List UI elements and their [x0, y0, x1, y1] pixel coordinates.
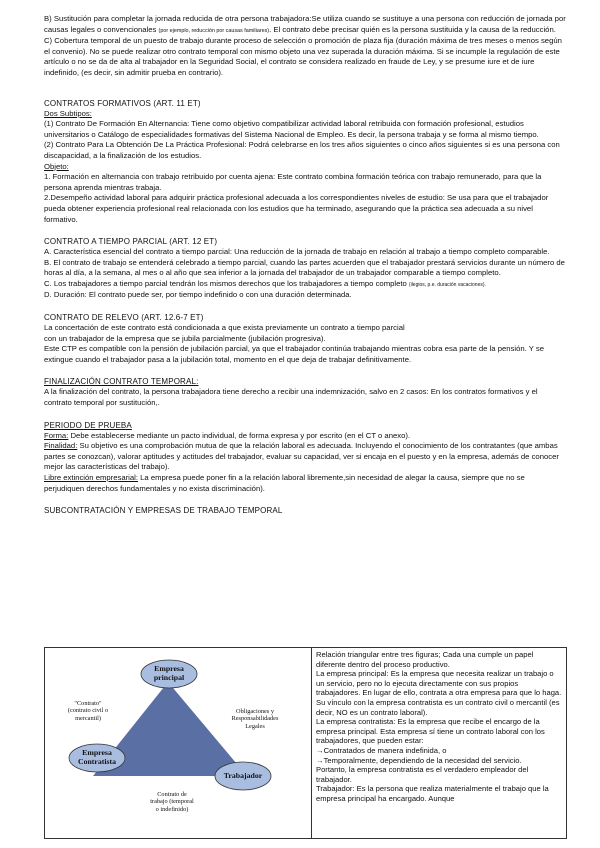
formativos-objeto-1: 1. Formación en alternancia con trabajo retribuido por cuenta ajena: Este contrato combina formación teórica con trabajo remunerado, para que la persona aprenda mientras trabaja.	[44, 172, 542, 192]
document-body	[44, 14, 566, 516]
trabajador-line: Trabajador	[223, 771, 263, 780]
explanation-line-2: La empresa contratista: Es la empresa que recibe el encargo de la empresa principal. Esta empresa sí tiene un contrato laboral con los trabajadores, que pueden estar:	[316, 717, 545, 746]
formativos-objeto-label: Objeto:	[44, 161, 69, 171]
formativos-item-1: (1) Contrato De Formación En Alternancia: Tiene como objetivo compatibilizar actividad laboral retribuida con formación profesional, estudios universitarios o Catálogo de especialidades formativas del Sistema Nacional de Empleo. Es decir, la persona trabaja y se forma al mismo tiempo.	[44, 119, 539, 139]
prueba-forma-label: Forma:	[44, 430, 69, 440]
relevo-p3: Este CTP es compatible con la pensión de jubilación parcial, ya que el trabajador continúa trabajando mientras cobra esa parte de la pensión. Y se extingue cuando el trabajador pasa a la jubilación total, momento en el que deja de trabajar definitivamente.	[44, 344, 544, 364]
explanation-line-1: La empresa principal: Es la empresa que necesita realizar un trabajo o un servicio, pero no lo ejecuta directamente con sus propios trabajadores. En lugar de ello, contrata a otra empresa para que lo haga. Su vínculo con la empresa contratista es un contrato civil o mercantil (es decir, NO es un contrato laboral).	[316, 669, 562, 717]
relevo-p2: con un trabajador de la empresa que se jubila parcialmente (jubilación progresiva).	[44, 333, 326, 343]
formativos-subtipos-label: Dos Subtipos:	[44, 108, 92, 118]
section-b-text: B) Sustitución para completar la jornada reducida de otra persona trabajadora:Se utiliza cuando se sustituye a una persona con reducción de jornada por causas legales o convencionales	[44, 14, 566, 34]
contrato-civil-line-3: mercantil)	[75, 714, 101, 722]
contrato-trabajo-label	[137, 791, 207, 813]
finalizacion-heading: FINALIZACIÓN CONTRATO TEMPORAL:	[44, 377, 199, 387]
subcontratacion-explanation	[312, 648, 566, 838]
explanation-line-3: →Contratados de manera indefinida, o	[316, 745, 447, 755]
explanation-line-0: Relación triangular entre tres figuras; Cada una cumple un papel diferente dentro del proceso productivo.	[316, 650, 534, 669]
explanation-line-6: Trabajador: Es la persona que realiza materialmente el trabajo que la empresa principal ha encargado. Aunque	[316, 784, 549, 803]
empresa-principal-line-2: principal	[153, 672, 185, 682]
prueba-finalidad	[44, 441, 566, 473]
section-b-text-end: . El contrato debe precisar quién es la persona sustituida y la causa de la reducción.	[269, 24, 556, 34]
explanation-line-4: →Temporalmente, dependiendo de la necesidad del servicio.	[316, 755, 522, 765]
obligaciones-label	[213, 708, 297, 730]
parcial-a: A. Característica esencial del contrato a tiempo parcial: Una reducción de la jornada de trabajo en relación al trabajo a tiempo completo comparable.	[44, 247, 550, 257]
trabajador-label	[215, 772, 271, 781]
prueba-forma	[44, 431, 566, 442]
parcial-c-note: (ilegios, p.e. duración vacaciones).	[408, 281, 486, 288]
formativos-heading: CONTRATOS FORMATIVOS (ART. 11 ET)	[44, 98, 201, 108]
empresa-principal-label	[141, 665, 197, 682]
parcial-d: D. Duración: El contrato puede ser, por tiempo indefinido o con una duración determinada.	[44, 290, 352, 300]
contrato-trabajo-line-3: o indefinido)	[155, 805, 189, 813]
subcontratacion-heading: SUBCONTRATACIÓN Y EMPRESAS DE TRABAJO TEMPORAL	[44, 506, 283, 516]
section-b-paragraph	[44, 14, 566, 36]
explanation-line-5: Portanto, la empresa contratista es el verdadero empleador del trabajador.	[316, 765, 529, 784]
prueba-libre-text: La empresa puede poner fin a la relación laboral libremente,sin necesidad de alegar la causa, siempre que no se perjudiquen derechos fundamentales y no exista discriminación).	[44, 473, 525, 493]
formativos-objeto-2: 2.Desempeño actividad laboral para adquirir práctica profesional adecuada a los correspondientes niveles de estudio: Se usa para que el trabajador pueda obtener experiencia profesional real relacionada con los estudios que ha terminado, asegurando que la práctica sea adecuada a su nivel formativo.	[44, 193, 549, 224]
empresa-contratista-line-1: Empresa	[82, 748, 112, 757]
prueba-forma-text: Debe establecerse mediante un pacto individual, de forma expresa y por escrito (en el CT o anexo).	[68, 430, 411, 440]
contrato-civil-line-2: (contrato civil o	[67, 707, 109, 715]
empresa-contratista-line-2: Contratista	[77, 756, 117, 766]
subcontratacion-table	[44, 647, 567, 839]
triangle-diagram	[45, 648, 312, 838]
parcial-heading: CONTRATO A TIEMPO PARCIAL (ART. 12 ET)	[44, 237, 218, 247]
contrato-trabajo-line-2: trabajo (temporal	[150, 798, 194, 806]
prueba-libre-label: Libre extinción empresarial:	[44, 473, 139, 482]
prueba-finalidad-label: Finalidad:	[44, 441, 78, 451]
prueba-libre	[44, 473, 566, 494]
parcial-b: B. El contrato de trabajo se entenderá celebrado a tiempo parcial, cuando las partes acuerden que el trabajador prestará servicios durante un número de horas al día, a la semana, al mes o al año que sea inferior a la jornada del trabajador de un trabajador comparable a tiempo completo.	[44, 257, 565, 278]
parcial-c-text: C. Los trabajadores a tiempo parcial tendrán los mismos derechos que los trabajadores a tiempo completo	[44, 278, 409, 288]
empresa-principal-line-1: Empresa	[154, 664, 184, 673]
contrato-trabajo-line-1: Contrato de	[157, 791, 187, 798]
section-b-small-note: (por ejemplo, reducción por causas familiares)	[158, 27, 270, 34]
prueba-finalidad-text: Su objetivo es una comprobación mutua de que la relación laboral es adecuada. Incluyendo el conocimiento de los contratantes (que ambas partes se conozcan), valorar aptitudes y actitudes del trabajador, evaluar su capacidad, ver si encaja en el puesto y en la empresa, además de conocer mejor las características del trabajo).	[44, 441, 559, 472]
formativos-item-2: (2) Contrato Para La Obtención De La Práctica Profesional: Podrá celebrarse en los tres años siguientes o cinco años siguientes si es una persona con discapacidad, a la finalización de los estudios.	[44, 140, 560, 160]
prueba-heading: PERIODO DE PRUEBA	[44, 420, 132, 430]
obligaciones-line-1: Obligaciones y	[236, 708, 274, 715]
contrato-civil-line-1: "Contrato"	[74, 700, 102, 707]
relevo-p1: La concertación de este contrato está condicionada a que exista previamente un contrato a tiempo parcial	[44, 323, 405, 333]
obligaciones-line-3: Legales	[245, 722, 265, 730]
contrato-civil-label	[53, 700, 123, 722]
empresa-contratista-label	[69, 749, 125, 766]
finalizacion-text: A la finalización del contrato, la persona trabajadora tiene derecho a recibir una indemnización, salvo en 2 casos: En los contratos formativos y el contrato temporal por sustitución,.	[44, 387, 538, 408]
obligaciones-line-2: Responsabilidades	[231, 715, 279, 723]
parcial-c	[44, 279, 566, 291]
relevo-heading: CONTRATO DE RELEVO (ART. 12.6-7 ET)	[44, 313, 204, 323]
section-c-paragraph: C) Cobertura temporal de un puesto de trabajo durante proceso de selección o promoción de plaza fija (duración máxima de tres meses o menos según el convenio). No se puede realizar otro contrato temporal con mismo objeto una vez superada la duración máxima. Si se incumple la regulación de este artículo o no se da de alta al trabajador en la Seguridad Social, el contrato se considera realizado en fraude de Ley, y se presume iure et de iure indefinido, (es decir, sin admitir prueba en contrario).	[44, 36, 562, 77]
